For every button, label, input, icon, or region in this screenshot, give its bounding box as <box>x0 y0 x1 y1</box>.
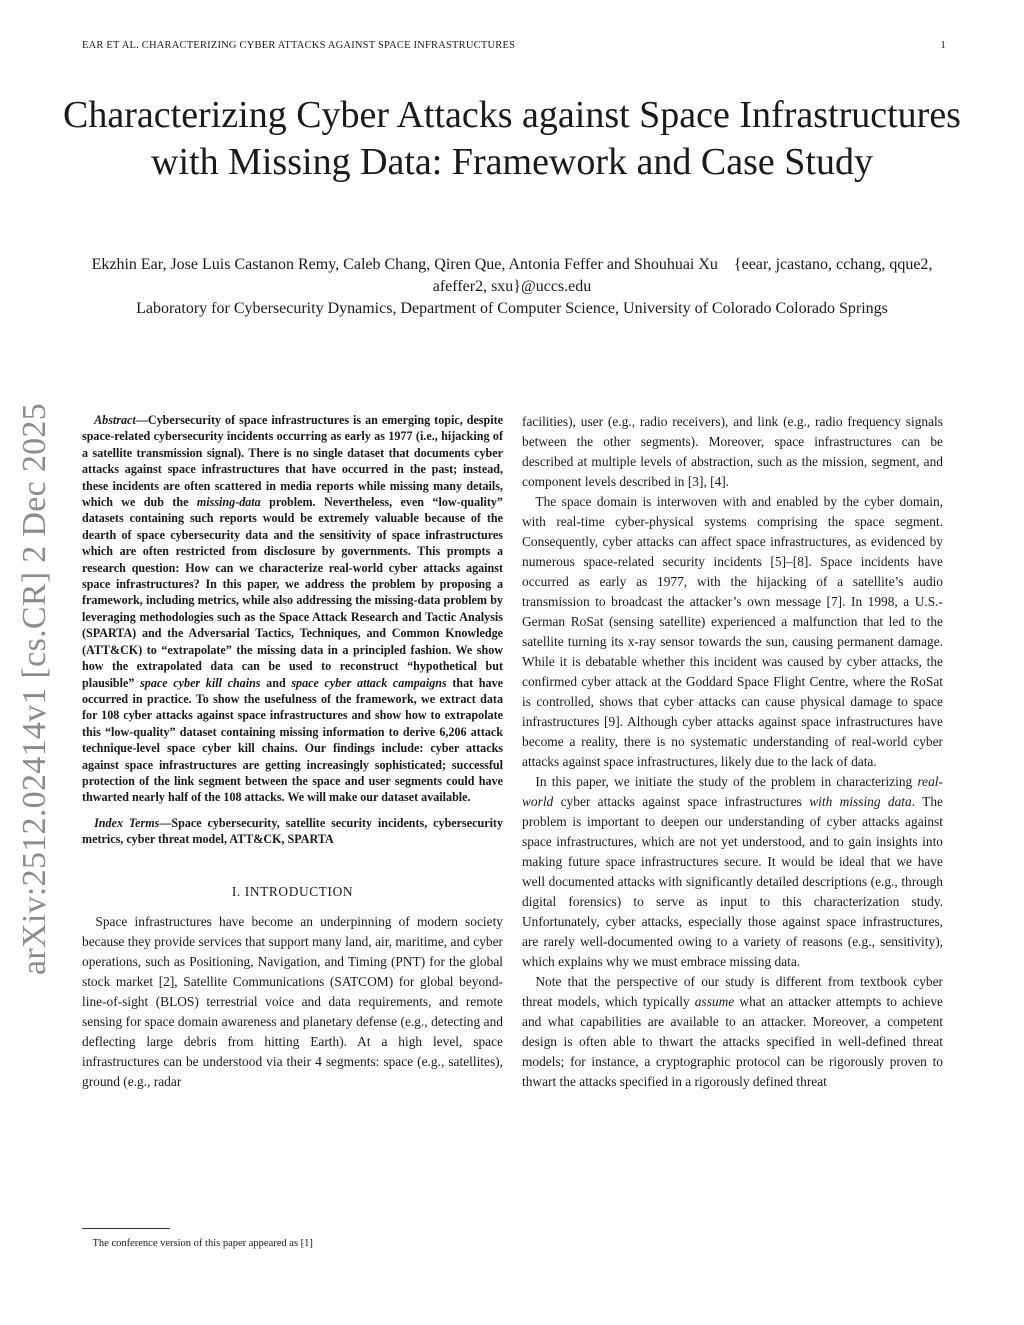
abstract-text: —Cybersecurity of space infrastructures is an emerging topic, despite space-related cybersecurity incidents occurring as early as 1977 (i.e., hijacking of a satellite transmission signal). There is no single dataset that documents cyber attacks against space infrastructures that have occurred in the past; instead, these incidents are often scattered in media reports while missing many details, which we dub the <box>82 413 503 510</box>
paragraph-text: cyber attacks against space infrastructures <box>553 794 810 809</box>
paragraph-text: In this paper, we initiate the study of the problem in characterizing <box>535 774 918 789</box>
paragraph-text: what an attacker attempts to achieve and what capabilities are available to an attacker. Moreover, a competent design is often able to thwart the attacks specified in well-defined threat models; for instance, a cryptographic protocol can be rigorously proven to thwart the attacks specified in a rigorously defined threat <box>522 994 943 1089</box>
index-terms-text: —Space cybersecurity, satellite security incidents, cybersecurity metrics, cyber threat model, ATT&CK, SPARTA <box>82 815 503 847</box>
intro-paragraph-2: The space domain is interwoven with and enabled by the cyber domain, with real-time cyber-physical systems comprising the space segment. Consequently, cyber attacks can affect space infrastructures, as evidenced by numerous space-related security incidents [5]–[8]. Space incidents have occurred as early as 1977, with the hijacking of a satellite’s audio transmission to broadcast the attacker’s own message [7]. In 1998, a U.S.-German RoSat (sensing satellite) experienced a malfunction that led to the satellite turning its x-ray sensor towards the sun, causing permanent damage. While it is debatable whether this incident was caused by cyber attacks, the confirmed cyber attack at the Goddard Space Flight Centre, where the RoSat is controlled, shows that cyber attacks can cause physical damage to space infrastructures [9]. Although cyber attacks against space infrastructures have become a reality, there is no systematic understanding of real-world cyber attacks against space infrastructures, likely due to the lack of data. <box>522 494 943 769</box>
author-emails: {eear, jcastano, cchang, qque2, afeffer2, sxu}@uccs.edu <box>432 256 933 295</box>
intro-paragraph-1: Space infrastructures have become an underpinning of modern society because they provide services that support many land, air, maritime, and cyber operations, such as Positioning, Navigation, and Timing (PNT) for the global stock market [2], Satellite Communications (SATCOM) for global beyond-line-of-sight (BLOS) terrestrial voice and data requirements, and remote sensing for space domain awareness and planetary defense (e.g., detecting and deflecting large debris from hitting Earth). At a high level, space infrastructures can be understood via their 4 segments: space (e.g., satellites), ground (e.g., radar <box>82 913 503 1089</box>
abstract-term: missing-data <box>196 495 261 510</box>
running-title: EAR ET AL. CHARACTERIZING CYBER ATTACKS AGAINST SPACE INFRASTRUCTURES <box>82 40 516 51</box>
footnote-rule <box>82 1228 170 1229</box>
author-names: Ekzhin Ear, Jose Luis Castanon Remy, Caleb Chang, Qiren Que, Antonia Feffer and Shouhuai Xu <box>91 256 718 273</box>
abstract-label: Abstract <box>94 413 136 427</box>
author-block <box>72 254 952 320</box>
footnote: The conference version of this paper appeared as [1] <box>92 1238 313 1249</box>
emphasis-text: with missing data <box>809 794 912 809</box>
paragraph-text: . The problem is important to deepen our understanding of cyber attacks against space infrastructures, which are not yet understood, and to gain insights into making future space infrastructures secure. It would be ideal that we have well documented attacks with significantly detailed descriptions (e.g., through digital forensics) to serve as input to this characterization study. Unfortunately, cyber attacks, especially those against space infrastructures, are rarely well-documented owing to a variety of reasons (e.g., sensitivity), which explains why we must embrace missing data. <box>522 794 943 969</box>
page-number: 1 <box>940 40 946 51</box>
abstract-text: that have occurred in practice. To show the usefulness of the framework, we extract data for 108 cyber attacks against space infrastructures and show how to extrapolate this “low-quality” dataset containing missing information to derive 6,206 attack technique-level space cyber kill chains. Our findings include: cyber attacks against space infrastructures are getting increasingly sophisticated; successful protection of the link segment between the space and user segments could have thwarted nearly half of the 108 attacks. We will make our dataset available. <box>82 675 503 805</box>
paragraph-text: Note that the perspective of our study is different from textbook cyber threat models, which typically <box>522 974 943 1009</box>
arxiv-identifier-stamp: arXiv:2512.02414v1 [cs.CR] 2 Dec 2025 <box>16 402 53 975</box>
emphasis-text: real-world <box>522 774 943 809</box>
abstract-term: space cyber attack campaigns <box>291 675 447 690</box>
abstract <box>82 412 503 806</box>
running-header <box>82 40 946 51</box>
intro-paragraph-3 <box>522 772 943 972</box>
index-terms <box>82 815 503 848</box>
index-terms-label: Index Terms <box>94 815 160 830</box>
section-heading-introduction: I. INTRODUCTION <box>231 883 354 899</box>
emphasis-text: assume <box>694 994 735 1009</box>
intro-paragraph-1-continued: facilities), user (e.g., radio receivers), and link (e.g., radio frequency signals between the other segments). Moreover, space infrastructures can be described at multiple levels of abstraction, such as the mission, segment, and component levels described in [3], [4]. <box>522 414 943 489</box>
abstract-term: space cyber kill chains <box>140 675 261 690</box>
intro-paragraph-4 <box>522 972 943 1092</box>
right-column <box>522 412 943 1092</box>
left-column <box>82 412 503 1092</box>
abstract-text: problem. Nevertheless, even “low-quality” datasets containing such reports would be extremely valuable because of the dearth of space cybersecurity data and the sensitivity of space infrastructures which are often restricted from disclosure by governments. This prompts a research question: How can we characterize real-world cyber attacks against space infrastructures? In this paper, we address the problem by proposing a framework, including metrics, while also addressing the missing-data problem by leveraging methodologies such as the Space Attack Research and Tactic Analysis (SPARTA) and the Adversarial Tactics, Techniques, and Common Knowledge (ATT&CK) to “extrapolate” the missing data in a principled fashion. We show how the extrapolated data can be used to reconstruct “hypothetical but plausible” <box>82 495 503 690</box>
paper-title: Characterizing Cyber Attacks against Space Infrastructures with Missing Data: Framework and Case Study <box>63 94 961 183</box>
abstract-text: and <box>260 675 292 690</box>
author-affiliation: Laboratory for Cybersecurity Dynamics, Department of Computer Science, University of Colorado Colorado Springs <box>136 300 888 317</box>
